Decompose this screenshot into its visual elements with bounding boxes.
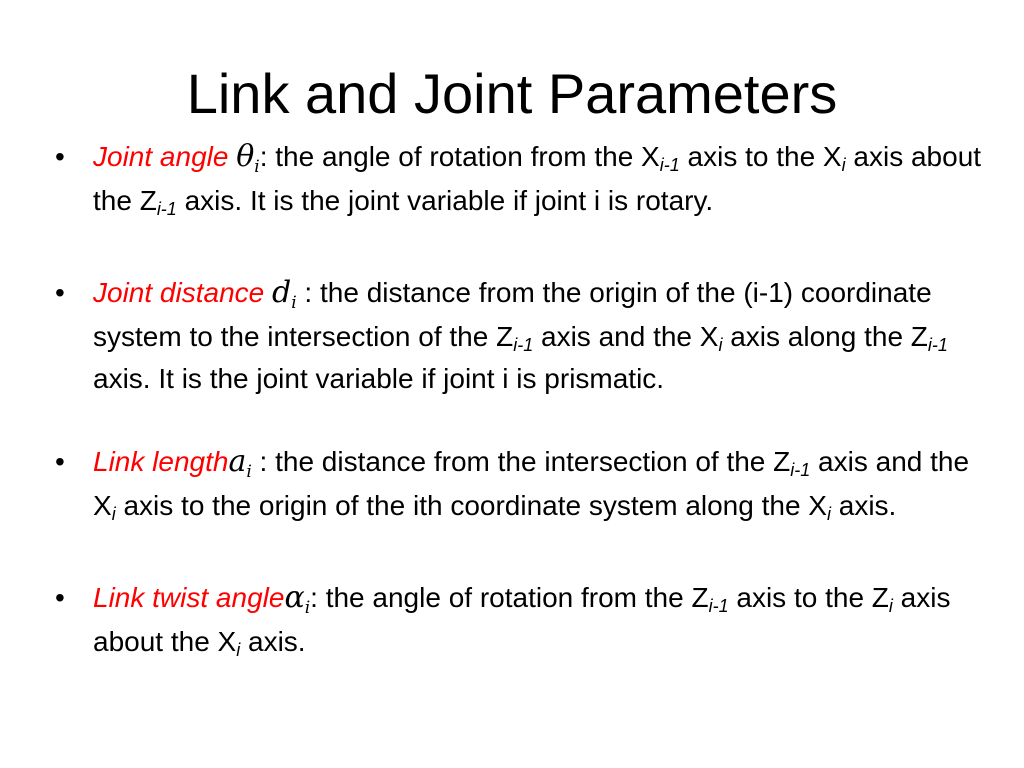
subscript: i-1 — [156, 199, 177, 219]
symbol-glyph: $a_i$ — [228, 444, 252, 482]
subscript: i — [236, 640, 241, 660]
description-text: axis to the Z — [728, 582, 889, 613]
term-label: Link twist angle — [93, 582, 285, 613]
symbol-glyph: $d_i$ — [272, 275, 297, 313]
subscript: i — [718, 335, 723, 355]
subscript: i — [888, 596, 893, 616]
description-text: axis. — [830, 490, 897, 521]
description-text: : the angle of rotation from the X — [259, 141, 660, 172]
symbol-glyph: $\theta_i$ — [236, 139, 260, 177]
subscript: i-1 — [708, 596, 729, 616]
bullet-icon: • — [55, 141, 65, 172]
term-label: Link length — [93, 446, 229, 477]
list-item-joint-distance — [55, 276, 985, 395]
description-text: axis about the Z — [93, 141, 982, 216]
subscript: i-1 — [513, 335, 534, 355]
slide-title: Link and Joint Parameters — [186, 62, 838, 125]
subscript: i — [111, 504, 116, 524]
parameter-list — [55, 140, 985, 667]
description-text: axis and the X — [93, 446, 970, 521]
subscript: i-1 — [790, 460, 811, 480]
description-text: axis to the X — [679, 141, 842, 172]
description-text: axis about the X — [93, 582, 951, 657]
description-text: : the distance from the origin of the (i-1) coordinate system to the intersection of the Z — [93, 277, 932, 352]
bullet-icon: • — [55, 582, 65, 613]
subscript: i-1 — [927, 335, 948, 355]
description-text: axis. It is the joint variable if joint i is prismatic. — [93, 363, 665, 394]
description-text: axis. It is the joint variable if joint i is rotary. — [176, 185, 714, 216]
term-label: Joint angle — [93, 141, 229, 172]
description-text: axis to the origin of the ith coordinate system along the X — [115, 490, 827, 521]
description-text: : the distance from the intersection of the Z — [251, 446, 791, 477]
description-text: axis. — [240, 626, 306, 657]
subscript: i — [841, 155, 846, 175]
list-item-joint-angle — [55, 140, 985, 226]
term-label: Joint distance — [93, 277, 265, 308]
bullet-icon: • — [55, 446, 65, 477]
list-item-link-length — [55, 445, 985, 531]
bullet-icon: • — [55, 277, 65, 308]
description-text: axis and the X — [533, 321, 719, 352]
description-text: axis along the Z — [722, 321, 928, 352]
list-item-link-twist-angle — [55, 581, 985, 667]
subscript: i-1 — [659, 155, 680, 175]
symbol-glyph: $\alpha_i$ — [284, 580, 311, 618]
description-text: : the angle of rotation from the Z — [310, 582, 709, 613]
subscript: i — [826, 504, 831, 524]
